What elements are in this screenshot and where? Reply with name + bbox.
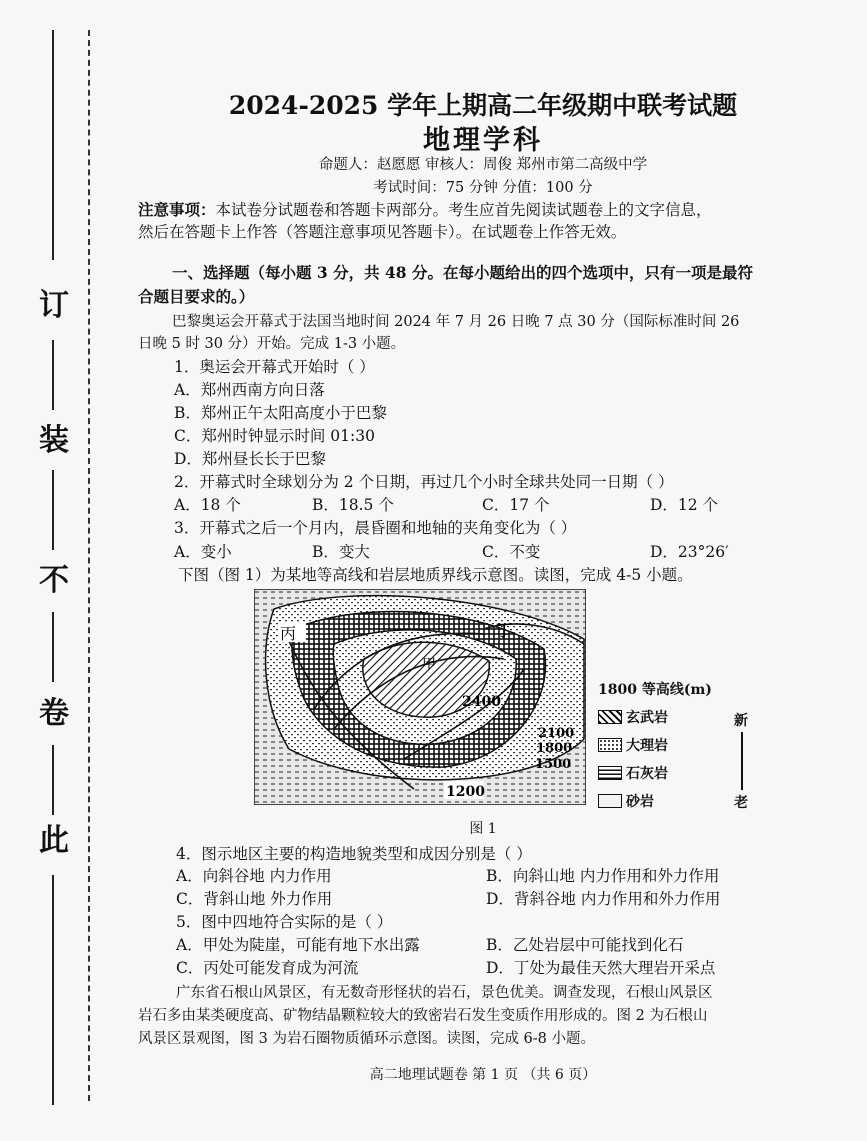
legend-sandstone-label: 砂岩: [626, 794, 654, 810]
binding-dashed-line: [88, 30, 90, 1101]
question-5-stem: 5．图中四地符合实际的是（ ）: [176, 913, 393, 931]
label-jia: 甲: [422, 657, 436, 673]
question-3-stem: 3．开幕式之后一个月内，晨昏圈和地轴的夹角变化为（ ）: [174, 519, 577, 537]
question-1-option-c: C．郑州时钟显示时间 01:30: [174, 427, 375, 445]
section-heading-2: 合题目要求的。）: [138, 287, 255, 306]
question-2-option-a: A．18 个: [174, 496, 241, 514]
legend-sandstone: [598, 792, 654, 810]
question-4-option-c: C．背斜山地 外力作用: [176, 890, 333, 908]
notice-line-2: 然后在答题卡上作答（答题注意事项见答题卡）。在试题卷上作答无效。: [138, 223, 627, 241]
question-2-option-c: C．17 个: [482, 496, 550, 514]
legend-contour-label: 1800 等高线(m): [598, 682, 712, 698]
authors-line: 命题人：赵愿愿 审核人：周俊 郑州市第二高级中学: [318, 157, 648, 173]
binding-line: [52, 470, 54, 550]
question-4-stem: 4．图示地区主要的构造地貌类型和成因分别是（ ）: [176, 845, 532, 863]
page-footer: 高二地理试题卷 第 1 页 （共 6 页）: [369, 1067, 597, 1083]
binding-char: 装: [39, 423, 69, 458]
figure-1-map: [254, 589, 586, 805]
legend-marble: [598, 736, 668, 754]
question-2-option-d: D．12 个: [650, 496, 719, 514]
legend-marble-label: 大理岩: [626, 738, 668, 754]
question-5-option-c: C．丙处可能发育成为河流: [176, 959, 359, 977]
legend-limestone: [598, 764, 668, 782]
question-4-option-d: D．背斜谷地 内力作用和外力作用: [486, 890, 721, 908]
exam-title: 2024-2025 学年上期高二年级期中联考试题: [228, 91, 738, 120]
legend-limestone-label: 石灰岩: [626, 766, 668, 782]
sandstone-swatch: [598, 794, 622, 808]
question-1-option-d: D．郑州昼长长于巴黎: [174, 450, 326, 468]
question-3-option-c: C．不变: [482, 543, 541, 561]
question-1-option-b: B．郑州正午太阳高度小于巴黎: [174, 404, 387, 422]
legend-basalt-label: 玄武岩: [626, 710, 668, 726]
question-5-option-a: A．甲处为陡崖，可能有地下水出露: [176, 936, 420, 954]
legend-new: 新: [734, 713, 748, 729]
notice-line-1: [138, 198, 828, 220]
question-1-option-a: A．郑州西南方向日落: [174, 381, 325, 399]
age-arrow: [741, 732, 743, 790]
marble-swatch: [598, 738, 622, 752]
binding-char: 不: [39, 563, 69, 598]
binding-char: 卷: [39, 696, 69, 731]
binding-char: 此: [39, 823, 69, 858]
subject-title: 地理学科: [423, 125, 543, 156]
figure-1-legend: [596, 680, 766, 820]
elevation-1800: 1800: [536, 741, 573, 756]
question-4-option-b: B．向斜山地 内力作用和外力作用: [486, 867, 720, 885]
intro-3-line-2: 岩石多由某类硬度高、矿物结晶颗粒较大的致密岩石发生变质作用形成的。图 2 为石根山: [138, 1008, 708, 1024]
figure-1-caption: 图 1: [469, 821, 497, 837]
intro-3-line-3: 风景区景观图，图 3 为岩石圈物质循环示意图。读图，完成 6-8 小题。: [138, 1031, 596, 1047]
intro-3-line-1: 广东省石根山风景区，有无数奇形怪状的岩石，景色优美。调查发现，石根山风景区: [176, 985, 713, 1001]
question-2-option-b: B．18.5 个: [312, 496, 394, 514]
binding-char: 订: [39, 288, 69, 323]
intro-2: 下图（图 1）为某地等高线和岩层地质界线示意图。读图，完成 4-5 小题。: [178, 566, 693, 584]
binding-line: [52, 875, 54, 1105]
elevation-2100: 2100: [538, 726, 575, 741]
label-ding: 丁: [496, 621, 513, 640]
notice-text: 本试卷分试题卷和答题卡两部分。考生应首先阅读试题卷上的文字信息，: [215, 201, 712, 219]
legend-basalt: [598, 708, 668, 726]
label-bing: 丙: [280, 624, 297, 643]
question-5-option-d: D．丁处为最佳天然大理岩开采点: [486, 959, 716, 977]
legend-old: 老: [734, 795, 748, 811]
binding-line: [52, 745, 54, 815]
question-3-option-d: D．23°26′: [650, 543, 729, 561]
question-3-option-a: A．变小: [174, 543, 232, 561]
time-score-line: 考试时间：75 分钟 分值：100 分: [373, 180, 593, 196]
limestone-swatch: [598, 766, 622, 780]
question-3-option-b: B．变大: [312, 543, 370, 561]
legend-contour: [598, 680, 712, 698]
intro-1-line-2: 日晚 5 时 30 分）开始。完成 1-3 小题。: [138, 336, 406, 352]
elevation-1200: 1200: [446, 784, 485, 800]
question-2-stem: 2．开幕式时全球划分为 2 个日期，再过几个小时全球共处同一日期（ ）: [174, 473, 674, 491]
elevation-2400: 2400: [462, 694, 501, 710]
question-4-option-a: A．向斜谷地 内力作用: [176, 867, 332, 885]
elevation-1500: 1500: [535, 757, 572, 772]
binding-line: [52, 612, 54, 682]
question-1-stem: 1．奥运会开幕式开始时（ ）: [174, 358, 375, 376]
binding-line: [52, 30, 54, 260]
question-5-option-b: B．乙处岩层中可能找到化石: [486, 936, 684, 954]
notice-label: 注意事项：: [138, 200, 216, 219]
basalt-swatch: [598, 710, 622, 724]
intro-1-line-1: 巴黎奥运会开幕式于法国当地时间 2024 年 7 月 26 日晚 7 点 30 分（国际标准时间 26: [172, 314, 740, 330]
section-heading-1: 一、选择题（每小题 3 分，共 48 分。在每小题给出的四个选项中，只有一项是最符: [172, 263, 753, 282]
binding-line: [52, 340, 54, 410]
